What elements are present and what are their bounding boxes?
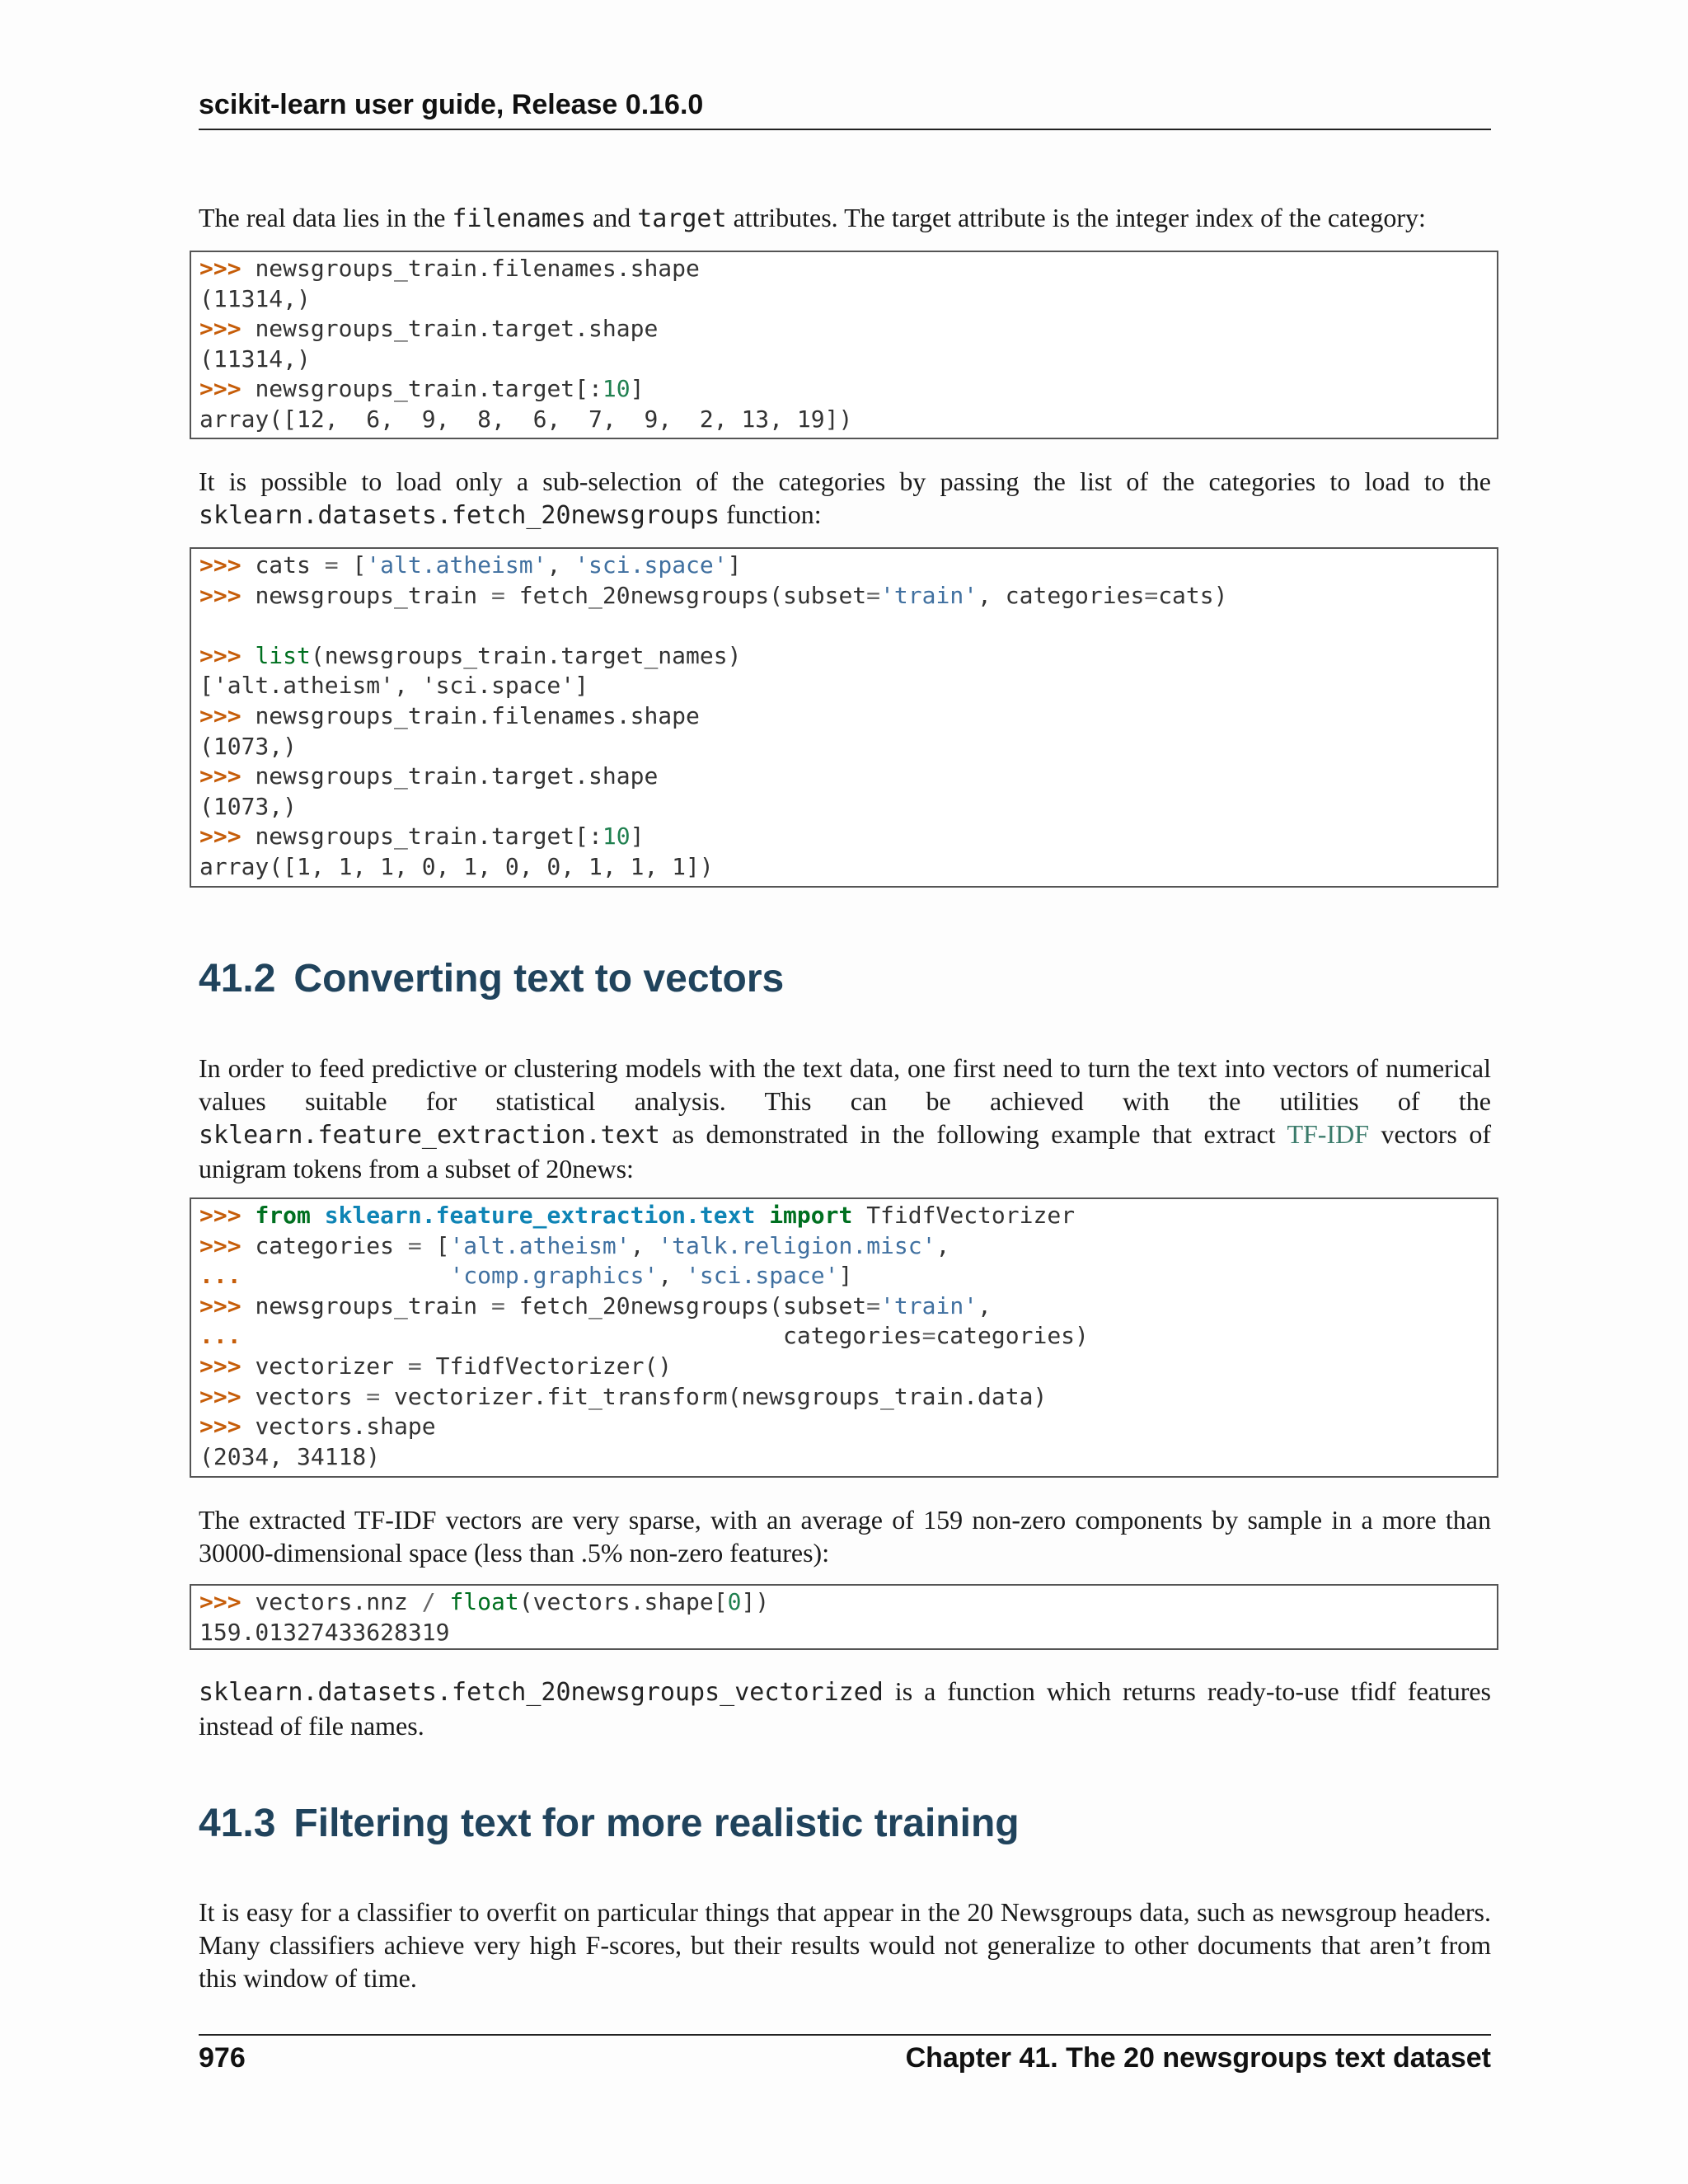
code-line: (11314,) bbox=[199, 344, 311, 373]
code-line: >>> newsgroups_train.filenames.shape bbox=[199, 255, 700, 282]
code-block-categories bbox=[190, 547, 1498, 888]
code-line: >>> vectors.shape bbox=[199, 1413, 436, 1441]
code-block-tfidf-vectorizer bbox=[190, 1197, 1498, 1478]
code-line: ... categories=categories) bbox=[199, 1322, 1089, 1350]
code-line: >>> newsgroups_train.target.shape bbox=[199, 762, 659, 790]
paragraph-sparse-vectors: The extracted TF-IDF vectors are very sparse, with an average of 159 non-zero components by sample in a more than 30000-dimensional space (less than .5% non-zero features): bbox=[199, 1505, 1491, 1568]
code-line: >>> newsgroups_train = fetch_20newsgroups(subset='train', categories=cats) bbox=[199, 581, 1228, 609]
paragraph-subselection: It is possible to load only a sub-selection of the categories by passing the list of the categories to load to the sklearn.datasets.fetch_20newsgroups function: bbox=[199, 466, 1491, 530]
code-block-target-shape bbox=[190, 251, 1498, 439]
code-line bbox=[199, 611, 1489, 641]
code-line: (1073,) bbox=[199, 792, 298, 820]
code-line: >>> newsgroups_train = fetch_20newsgroups(subset='train', bbox=[199, 1291, 992, 1319]
paragraph-feature-extraction: In order to feed predictive or clustering models with the text data, one first need to turn the text into vectors of numerical values suitable for statistical analysis. This can be achieved with the utilities of the sklearn.feature_extraction.text as demonstrated in the following example that extract TF-IDF vectors of unigram tokens from a subset of 20news: bbox=[199, 1053, 1492, 1183]
tf-idf-link[interactable]: TF-IDF bbox=[1287, 1119, 1370, 1149]
page-number: 976 bbox=[199, 2042, 246, 2074]
code-line: >>> vectors = vectorizer.fit_transform(newsgroups_train.data) bbox=[199, 1382, 1048, 1410]
footer-rule bbox=[199, 2034, 1491, 2036]
code-line: 159.01327433628319 bbox=[199, 1618, 450, 1646]
code-line: array([1, 1, 1, 0, 1, 0, 0, 1, 1, 1]) bbox=[199, 852, 714, 880]
chapter-title: Chapter 41. The 20 newsgroups text dataset bbox=[905, 2042, 1491, 2074]
section-heading-filtering-text: 41.3 Filtering text for more realistic training bbox=[199, 1802, 1020, 1845]
code-line: >>> list(newsgroups_train.target_names) bbox=[199, 641, 742, 669]
running-header: scikit-learn user guide, Release 0.16.0 bbox=[199, 89, 704, 120]
paragraph-overfit: It is easy for a classifier to overfit on particular things that appear in the 20 Newsgroups data, such as newsgroup headers. Many classifiers achieve very high F-scores, but their results would not generalize to other documents that aren’t from this window of time. bbox=[199, 1897, 1491, 1993]
code-line: ['alt.atheism', 'sci.space'] bbox=[199, 672, 589, 700]
code-line: >>> from sklearn.feature_extraction.text import TfidfVectorizer bbox=[199, 1202, 1076, 1229]
section-heading-converting-text: 41.2 Converting text to vectors bbox=[199, 957, 785, 1001]
code-line: (1073,) bbox=[199, 732, 298, 760]
code-line: >>> newsgroups_train.target[:10] bbox=[199, 823, 645, 851]
code-line: (2034, 34118) bbox=[199, 1442, 381, 1470]
code-line: (11314,) bbox=[199, 284, 311, 312]
code-line: >>> newsgroups_train.target[:10] bbox=[199, 375, 645, 403]
code-line: array([12, 6, 9, 8, 6, 7, 9, 2, 13, 19]) bbox=[199, 405, 853, 433]
paragraph-vectorized: sklearn.datasets.fetch_20newsgroups_vectorized is a function which returns ready-to-use tfidf features instead of file names. bbox=[199, 1676, 1491, 1741]
paragraph-data-attributes: The real data lies in the filenames and target attributes. The target attribute is the integer index of the category: bbox=[199, 203, 1426, 233]
code-line: >>> vectors.nnz / float(vectors.shape[0]) bbox=[199, 1588, 770, 1615]
code-line: >>> newsgroups_train.filenames.shape bbox=[199, 701, 700, 729]
code-line: ... 'comp.graphics', 'sci.space'] bbox=[199, 1262, 853, 1290]
code-block-nnz bbox=[190, 1584, 1498, 1650]
code-line: >>> categories = ['alt.atheism', 'talk.religion.misc', bbox=[199, 1231, 950, 1259]
code-line: >>> newsgroups_train.target.shape bbox=[199, 315, 659, 343]
header-rule bbox=[199, 129, 1491, 130]
code-line: >>> vectorizer = TfidfVectorizer() bbox=[199, 1352, 673, 1380]
code-line: >>> cats = ['alt.atheism', 'sci.space'] bbox=[199, 551, 742, 579]
